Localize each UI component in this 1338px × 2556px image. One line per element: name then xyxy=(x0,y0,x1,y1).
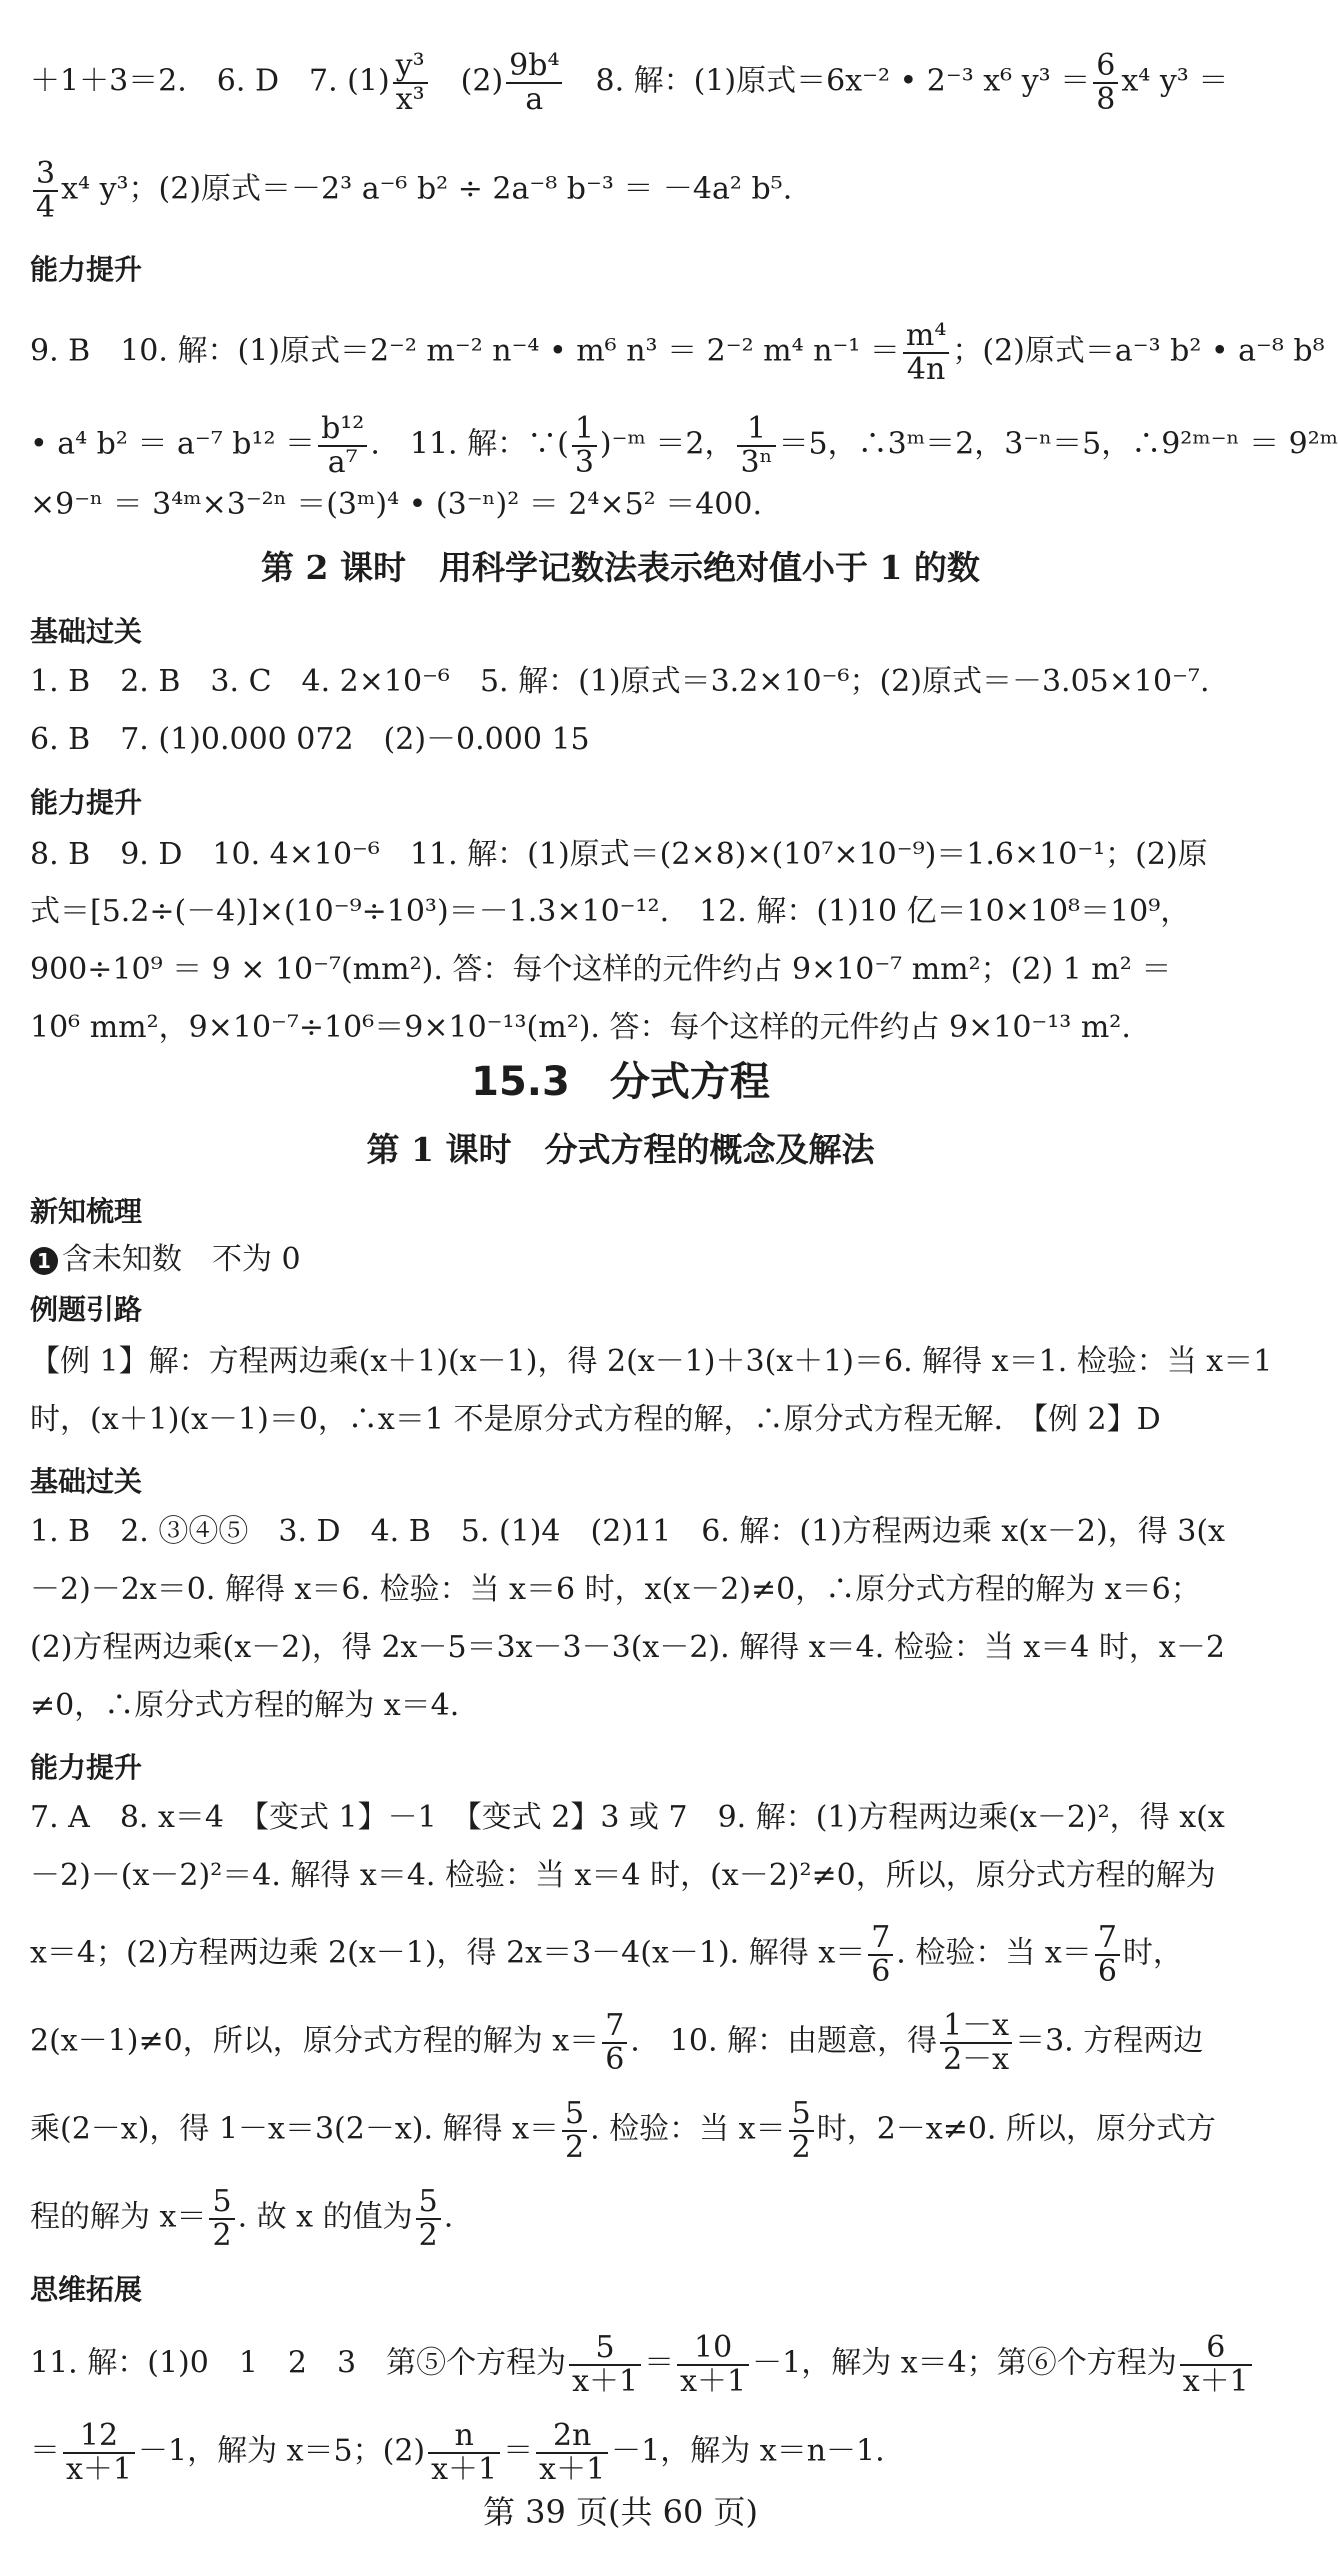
numerator: m⁴ xyxy=(903,320,949,354)
text: ＝ xyxy=(503,2433,534,2469)
numerator: 2n xyxy=(536,2420,608,2454)
denominator: 3ⁿ xyxy=(740,444,773,480)
text: . 11. 解：∵( xyxy=(370,426,569,462)
answer-line-18: ≠0，∴原分式方程的解为 x＝4. xyxy=(30,1688,460,1723)
text: x⁴ y³；(2)原式＝－2³ a⁻⁶ b² ÷ 2a⁻⁸ b⁻³ ＝ －4a² b⁵. xyxy=(61,171,793,207)
denominator: x＋1 xyxy=(539,2451,606,2487)
heading-jichu-1: 基础过关 xyxy=(30,615,143,648)
numerator: 7 xyxy=(868,1922,893,1956)
text: 乘(2－x)，得 1－x＝3(2－x). 解得 x＝ xyxy=(30,2111,559,2147)
text: －1，解为 x＝4；第⑥个方程为 xyxy=(752,2345,1177,2381)
fraction-1-3 xyxy=(572,413,597,478)
numerator: 5 xyxy=(209,2186,234,2220)
numerator: 1－x xyxy=(940,2010,1012,2044)
fraction-5-xp1 xyxy=(569,2332,641,2397)
text: (2) xyxy=(430,63,504,99)
numerator: 1 xyxy=(572,413,597,447)
fraction-12-xp1 xyxy=(63,2420,135,2485)
numerator: 9b⁴ xyxy=(506,50,562,84)
denominator: 3 xyxy=(574,444,594,480)
heading-jichu-2: 基础过关 xyxy=(30,1465,143,1498)
lesson-title-2: 第 2 课时 用科学记数法表示绝对值小于 1 的数 xyxy=(261,548,980,587)
numerator: n xyxy=(428,2420,500,2454)
denominator: 4 xyxy=(36,189,56,225)
fraction-5-2 xyxy=(416,2186,441,2251)
text: . 故 x 的值为 xyxy=(237,2199,413,2235)
fraction-2n-xp1 xyxy=(536,2420,608,2485)
denominator: x＋1 xyxy=(431,2451,498,2487)
numerator: 10 xyxy=(677,2332,749,2366)
answer-line-21 xyxy=(30,1922,1183,1987)
text: ＝ xyxy=(644,2345,675,2381)
text: －1，解为 x＝5；(2) xyxy=(138,2433,426,2469)
answer-line-17: (2)方程两边乘(x－2)，得 2x－5＝3x－3－3(x－2). 解得 x＝4. 检验：当 x＝4 时，x－2 xyxy=(30,1630,1225,1665)
page-footer: 第 39 页(共 60 页) xyxy=(482,2493,759,2531)
text: . 10. 解：由题意，得 xyxy=(630,2023,938,2059)
heading-nengli-2: 能力提升 xyxy=(30,786,143,819)
numerator: 6 xyxy=(1093,50,1118,84)
numerator: 5 xyxy=(569,2332,641,2366)
answer-line-8: 8. B 9. D 10. 4×10⁻⁶ 11. 解：(1)原式＝(2×8)×(10⁷×10⁻⁹)＝1.6×10⁻¹；(2)原 xyxy=(30,837,1208,872)
denominator: 2 xyxy=(418,2217,438,2253)
text: ＋1＋3＝2. 6. D 7. (1) xyxy=(30,63,390,99)
text: ＝ xyxy=(30,2433,60,2469)
answer-line-7: 6. B 7. (1)0.000 072 (2)－0.000 15 xyxy=(30,722,590,757)
fraction-1-3n xyxy=(737,413,775,478)
fraction-m4-4n xyxy=(903,320,949,385)
answer-line-5: ×9⁻ⁿ ＝ 3⁴ᵐ×3⁻²ⁿ ＝(3ᵐ)⁴ • (3⁻ⁿ)² ＝ 2⁴×5² ＝400. xyxy=(30,487,763,522)
fraction-5-2 xyxy=(789,2098,814,2163)
answer-line-12 xyxy=(30,1240,301,1280)
text: －1，解为 x＝n－1. xyxy=(611,2433,885,2469)
answer-line-11: 10⁶ mm²，9×10⁻⁷÷10⁶＝9×10⁻¹³(m²). 答：每个这样的元件约占 9×10⁻¹³ m². xyxy=(30,1010,1131,1045)
numerator: 1 xyxy=(737,413,775,447)
section-title: 15.3 分式方程 xyxy=(471,1059,770,1105)
fraction-7-6 xyxy=(602,2010,627,2075)
text: 8. 解：(1)原式＝6x⁻² • 2⁻³ x⁶ y³ ＝ xyxy=(565,63,1091,99)
answer-line-16: －2)－2x＝0. 解得 x＝6. 检验：当 x＝6 时，x(x－2)≠0，∴原分式方程的解为 x＝6； xyxy=(30,1572,1201,1607)
answer-line-3 xyxy=(30,320,1325,385)
text: . 检验：当 x＝ xyxy=(896,1935,1092,1971)
fraction-y3-x3 xyxy=(393,50,428,115)
text: 时， xyxy=(1122,1935,1183,1971)
denominator: 2 xyxy=(791,2129,811,2165)
fraction-6-8 xyxy=(1093,50,1118,115)
denominator: 2 xyxy=(564,2129,585,2165)
numerator: 12 xyxy=(63,2420,135,2454)
heading-siwei: 思维拓展 xyxy=(30,2273,143,2306)
fraction-5-2 xyxy=(209,2186,234,2251)
text: • a⁴ b² ＝ a⁻⁷ b¹² ＝ xyxy=(30,426,316,462)
denominator: x＋1 xyxy=(1182,2363,1249,2399)
answer-line-24 xyxy=(30,2186,453,2251)
answer-line-23 xyxy=(30,2098,1216,2163)
numerator: y³ xyxy=(393,50,428,84)
text: . xyxy=(443,2199,454,2235)
answer-line-10: 900÷10⁹ ＝ 9 × 10⁻⁷(mm²). 答：每个这样的元件约占 9×10⁻⁷ mm²；(2) 1 m² ＝ xyxy=(30,952,1172,987)
fraction-n-xp1 xyxy=(428,2420,500,2485)
answer-line-25 xyxy=(30,2332,1255,2397)
numerator: 5 xyxy=(416,2186,441,2220)
fraction-5-2 xyxy=(562,2098,587,2163)
numerator: 7 xyxy=(602,2010,627,2044)
text: ＝5，∴3ᵐ＝2，3⁻ⁿ＝5，∴9²ᵐ⁻ⁿ ＝ 9²ᵐ xyxy=(778,426,1338,462)
heading-lieti: 例题引路 xyxy=(30,1293,143,1326)
answer-line-1 xyxy=(30,50,1228,115)
answer-line-22 xyxy=(30,2010,1203,2075)
denominator: x＋1 xyxy=(66,2451,133,2487)
answer-line-4 xyxy=(30,413,1338,478)
fraction-1mx-2mx xyxy=(940,2010,1012,2075)
answer-line-14: 时，(x＋1)(x－1)＝0，∴x＝1 不是原分式方程的解，∴原分式方程无解. 【例 2】D xyxy=(30,1402,1161,1437)
numerator: 3 xyxy=(33,158,58,192)
fraction-9b4-a xyxy=(506,50,562,115)
text: 时，2－x≠0. 所以，原分式方 xyxy=(816,2111,1217,2147)
answer-line-19: 7. A 8. x＝4 【变式 1】－1 【变式 2】3 或 7 9. 解：(1)方程两边乘(x－2)²，得 x(x xyxy=(30,1800,1225,1835)
fraction-3-4 xyxy=(33,158,58,223)
fraction-10-xp1 xyxy=(677,2332,749,2397)
denominator: a xyxy=(525,81,544,117)
denominator: 6 xyxy=(605,2041,625,2077)
answer-line-6: 1. B 2. B 3. C 4. 2×10⁻⁶ 5. 解：(1)原式＝3.2×10⁻⁶；(2)原式＝－3.05×10⁻⁷. xyxy=(30,664,1210,699)
denominator: a⁷ xyxy=(327,444,358,480)
text: 2(x－1)≠0，所以，原分式方程的解为 x＝ xyxy=(30,2023,600,2059)
numerator: 7 xyxy=(1095,1922,1120,1956)
text: x＝4；(2)方程两边乘 2(x－1)，得 2x＝3－4(x－1). 解得 x＝ xyxy=(30,1935,866,1971)
number-bullet: 1 xyxy=(30,1247,58,1275)
numerator: 5 xyxy=(562,2098,587,2132)
text: ＝3. 方程两边 xyxy=(1015,2023,1204,2059)
denominator: 6 xyxy=(871,1953,891,1989)
heading-nengli-1: 能力提升 xyxy=(30,253,143,286)
text: 含未知数 不为 0 xyxy=(62,1242,301,1277)
heading-nengli-3: 能力提升 xyxy=(30,1751,143,1784)
text: . 检验：当 x＝ xyxy=(590,2111,786,2147)
text: 9. B 10. 解：(1)原式＝2⁻² m⁻² n⁻⁴ • m⁶ n³ ＝ 2⁻² m⁴ n⁻¹ ＝ xyxy=(30,333,900,369)
denominator: 8 xyxy=(1096,81,1116,117)
fraction-7-6 xyxy=(1095,1922,1120,1987)
answer-line-20: －2)－(x－2)²＝4. 解得 x＝4. 检验：当 x＝4 时，(x－2)²≠0，所以，原分式方程的解为 xyxy=(30,1858,1216,1893)
denominator: 6 xyxy=(1097,1953,1117,1989)
answer-line-13: 【例 1】解：方程两边乘(x＋1)(x－1)，得 2(x－1)＋3(x＋1)＝6. 解得 x＝1. 检验：当 x＝1 xyxy=(30,1344,1273,1379)
text: ；(2)原式＝a⁻³ b² • a⁻⁸ b⁸ xyxy=(952,333,1325,369)
numerator: 6 xyxy=(1180,2332,1252,2366)
lesson-title-1: 第 1 课时 分式方程的概念及解法 xyxy=(366,1130,875,1169)
denominator: x＋1 xyxy=(680,2363,747,2399)
numerator: 5 xyxy=(789,2098,814,2132)
denominator: x＋1 xyxy=(572,2363,639,2399)
text: )⁻ᵐ ＝2， xyxy=(599,426,735,462)
numerator: b¹² xyxy=(318,413,367,447)
text: 程的解为 x＝ xyxy=(30,2199,207,2235)
denominator: 2 xyxy=(212,2217,232,2253)
answer-line-26 xyxy=(30,2420,885,2485)
text: 11. 解：(1)0 1 2 3 第⑤个方程为 xyxy=(30,2345,567,2381)
denominator: 4n xyxy=(906,351,946,387)
heading-xinzhi: 新知梳理 xyxy=(30,1195,143,1228)
answer-line-9: 式＝[5.2÷(－4)]×(10⁻⁹÷10³)＝－1.3×10⁻¹². 12. 解：(1)10 亿＝10×10⁸＝10⁹， xyxy=(30,894,1191,929)
denominator: 2－x xyxy=(943,2041,1010,2077)
answer-line-2 xyxy=(30,158,792,223)
text: x⁴ y³ ＝ xyxy=(1121,63,1229,99)
fraction-7-6 xyxy=(868,1922,893,1987)
fraction-b12-a7 xyxy=(318,413,367,478)
answer-line-15: 1. B 2. ③④⑤ 3. D 4. B 5. (1)4 (2)11 6. 解：(1)方程两边乘 x(x－2)，得 3(x xyxy=(30,1514,1225,1549)
denominator: x³ xyxy=(395,81,425,117)
fraction-6-xp1 xyxy=(1180,2332,1252,2397)
